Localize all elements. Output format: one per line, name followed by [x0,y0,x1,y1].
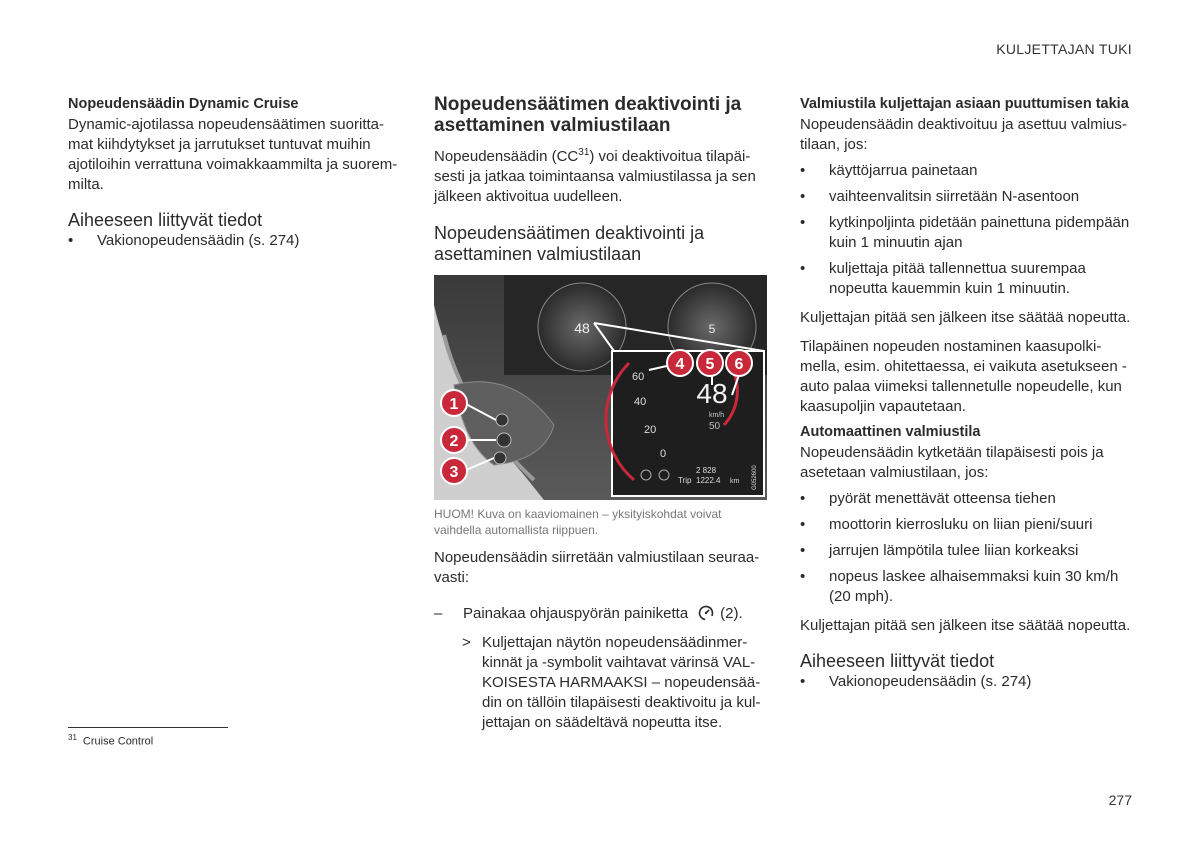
related-heading: Aiheeseen liittyvät tiedot [800,651,995,671]
paragraph: Nopeudensäädin siirretään valmiustilaan seuraa-vasti: [434,549,760,586]
svg-text:2: 2 [449,433,459,450]
paragraph: Nopeudensäädin deaktivoituu ja asettuu valmius-tilaan, jos: [800,116,1127,153]
auto-standby-list [800,489,1136,607]
cruise-control-icon [698,605,714,627]
dash-speed: 48 [574,320,590,336]
paragraph: Tilapäinen nopeuden nostaminen kaasupolki-mella, esim. ohitettaessa, ei vaikuta asetukseen - auto palaa viimeksi tallennetulle nopeudelle, kun kaasupoljin vapautetaan. [800,338,1127,415]
svg-text:1: 1 [449,396,459,413]
paragraph: Kuljettajan pitää sen jälkeen itse säätää nopeutta. [800,309,1131,326]
set-speed: 50 [709,421,721,432]
paragraph: Kuljettajan pitää sen jälkeen itse säätää nopeutta. [800,617,1131,634]
column-middle [434,94,769,733]
callout-5 [697,350,723,376]
svg-text:5: 5 [705,356,715,373]
svg-text:3: 3 [449,464,459,481]
odometer: 2 828 [696,466,717,475]
tick-label: 60 [632,371,645,383]
list-item: • moottorin kierrosluku on liian pieni/suuri [800,515,1136,535]
callout-2 [441,427,467,453]
figure-code: G052600 [752,465,758,490]
figure-illustration [434,275,767,500]
tick-label: 20 [644,424,657,436]
subtitle-automatic-standby: Automaattinen valmiustila [800,424,981,440]
section-heading: Nopeudensäätimen deaktivointi ja asettaminen valmiustilaan [434,223,705,264]
subtitle-driver-intervention: Valmiustila kuljettajan asiaan puuttumisen takia [800,96,1129,112]
intro-paragraph [434,143,769,207]
related-list [800,672,1136,692]
trip-value: 1222.4 [696,476,721,485]
intro-text: Nopeudensäädin (CC [434,148,579,165]
figure-caption: HUOM! Kuva on kaaviomainen – yksityiskohdat voivat vaihdella automallista riippuen. [434,507,722,537]
step-text: Painakaa ohjauspyörän painiketta [463,605,689,622]
trip-label: Trip [678,476,692,485]
paragraph: Dynamic-ajotilassa nopeudensäätimen suoritta-mat kiihdytykset ja jarrutukset tuntuvat muihin ajotiloihin verrattuna voimakkaammilta ja suorem-milta. [68,116,398,193]
list-item: • nopeus laskee alhaisemmaksi kuin 30 km/h (20 mph). [800,567,1136,607]
result-item [434,633,769,733]
callout-6 [726,350,752,376]
column-left [68,94,400,251]
column-right [800,94,1136,692]
standby-conditions-list [800,161,1136,299]
step-item [434,604,769,627]
list-item: • kytkinpoljinta pidetään painettuna pidempään kuin 1 minuutin ajan [800,213,1136,253]
footnote-divider [68,727,228,728]
zoom-speed: 48 [696,378,728,409]
tick-label: 40 [634,396,647,408]
steering-wheel-figure [434,275,767,500]
dash-small-speed: 5 [708,322,716,336]
trip-unit: km [730,478,740,485]
callout-3 [441,458,467,484]
callout-4 [667,350,693,376]
list-item: • vaihteenvalitsin siirretään N-asentoon [800,187,1136,207]
list-item: • jarrujen lämpötila tulee liian korkeaksi [800,541,1136,561]
list-item: • pyörät menettävät otteensa tiehen [800,489,1136,509]
svg-text:6: 6 [734,356,744,373]
result-text: Kuljettajan näytön nopeudensäädinmer-kinnät ja -symbolit vaihtavat värinsä VAL-KOISESTA HARMAAKSI – nopeudensää-din on tällöin tilapäisesti deaktivoitu ja kul-jettajan on säädeltävä nopeutta itse. [482,634,761,731]
step-text-end: (2). [720,605,743,622]
intro-text-cont: ) voi deaktivoitua tilapäi-sesti ja jatkaa toimintaansa valmiustilassa ja sen jälkeen aktivoitua uudelleen. [434,148,756,205]
subtitle-dynamic-cruise: Nopeudensäädin Dynamic Cruise [68,96,299,112]
related-link[interactable]: • Vakionopeudensäädin (s. 274) [800,672,1136,692]
unit-label: km/h [709,412,725,419]
list-item: • kuljettaja pitää tallennettua suurempaa nopeutta kauemmin kuin 1 minuutin. [800,259,1136,299]
tick-label: 0 [660,448,667,460]
related-heading: Aiheeseen liittyvät tiedot [68,210,263,230]
callout-1 [441,390,467,416]
result-marker: > [462,634,471,651]
footnote-text: Cruise Control [82,735,154,748]
svg-text:4: 4 [675,356,685,373]
related-list [68,231,400,251]
footnote-number: 31 [68,733,77,742]
list-item: • käyttöjarrua painetaan [800,161,1136,181]
footnote [68,733,153,748]
related-link[interactable]: • Vakionopeudensäädin (s. 274) [68,231,400,251]
footnote-ref[interactable]: 31 [578,147,590,158]
page-title: Nopeudensäätimen deaktivointi ja asettaminen valmiustilaan [434,94,742,136]
page-number: 277 [1108,792,1132,808]
paragraph: Nopeudensäädin kytketään tilapäisesti pois ja asetetaan valmiustilaan, jos: [800,444,1104,481]
step-marker: – [434,605,443,622]
section-header: KULJETTAJAN TUKI [996,41,1132,57]
